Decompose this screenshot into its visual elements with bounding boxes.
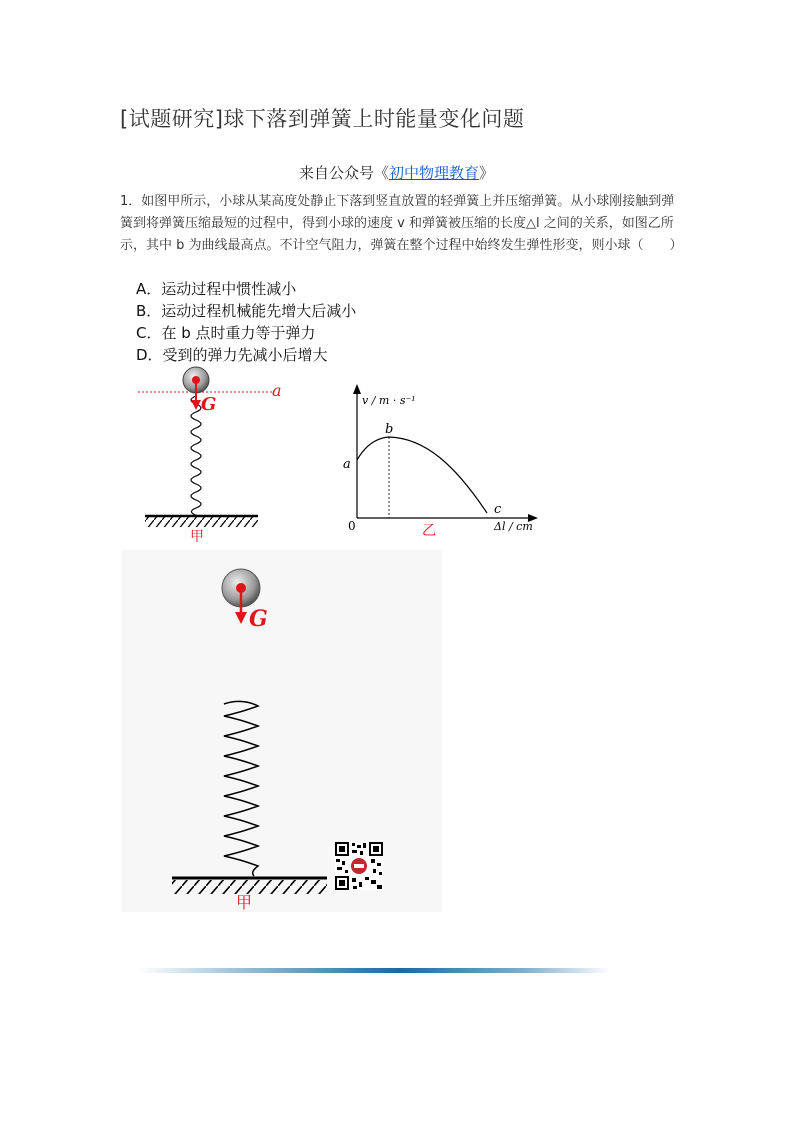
figure-yi-graph bbox=[330, 380, 550, 550]
point-a-label: a bbox=[343, 457, 351, 472]
figure-jia-large bbox=[122, 550, 442, 912]
option-a: A．运动过程中惯性减小 bbox=[136, 280, 297, 298]
source-prefix: 来自公众号《 bbox=[298, 164, 389, 182]
velocity-curve bbox=[357, 437, 487, 513]
origin-label: 0 bbox=[348, 519, 356, 533]
option-c: C．在 b 点时重力等于弹力 bbox=[136, 324, 316, 342]
gravity-arrowhead-small bbox=[191, 400, 201, 410]
question-text: 1．如图甲所示，小球从某高度处静止下落到竖直放置的轻弹簧上并压缩弹簧。从小球刚接触到弹簧到将弹簧压缩最短的过程中，得到小球的速度 v 和弹簧被压缩的长度△l 之间的关系，如图乙所示，其中 b 为曲线最高点。不计空气阻力，弹簧在整个过程中始终发生弹性形变，则小球（ ） bbox=[120, 194, 683, 253]
spring-small bbox=[191, 396, 201, 516]
qr-code bbox=[335, 842, 383, 890]
y-axis-label: v / m · s⁻¹ bbox=[362, 394, 416, 407]
options-list bbox=[136, 278, 356, 366]
page-title: [试题研究]球下落到弹簧上时能量变化问题 bbox=[120, 107, 525, 131]
level-label-a: a bbox=[272, 381, 282, 400]
gravity-arrowhead-large bbox=[235, 612, 247, 624]
ground-hatch-large bbox=[172, 880, 327, 894]
footer-decorative-bar bbox=[140, 968, 610, 973]
force-label-g-small: G bbox=[201, 394, 217, 415]
figure-jia bbox=[130, 360, 290, 550]
source-suffix: 》 bbox=[479, 164, 495, 182]
figure-caption-yi: 乙 bbox=[422, 523, 436, 539]
x-axis-label: Δl / cm bbox=[494, 520, 533, 533]
source-link[interactable]: 初中物理教育 bbox=[388, 164, 479, 182]
figure-caption-jia-large: 甲 bbox=[236, 893, 253, 912]
figure-caption-jia-small: 甲 bbox=[190, 529, 204, 545]
option-b: B．运动过程机械能先增大后减小 bbox=[136, 302, 357, 320]
source-line bbox=[0, 162, 793, 183]
y-axis-arrow bbox=[353, 384, 361, 394]
option-d: D．受到的弹力先减小后增大 bbox=[136, 346, 328, 364]
point-c-label: c bbox=[494, 502, 502, 517]
point-b-label: b bbox=[385, 422, 394, 437]
ground-hatch-small bbox=[145, 517, 258, 527]
force-label-g-large: G bbox=[249, 606, 268, 632]
spring-large bbox=[224, 701, 258, 876]
